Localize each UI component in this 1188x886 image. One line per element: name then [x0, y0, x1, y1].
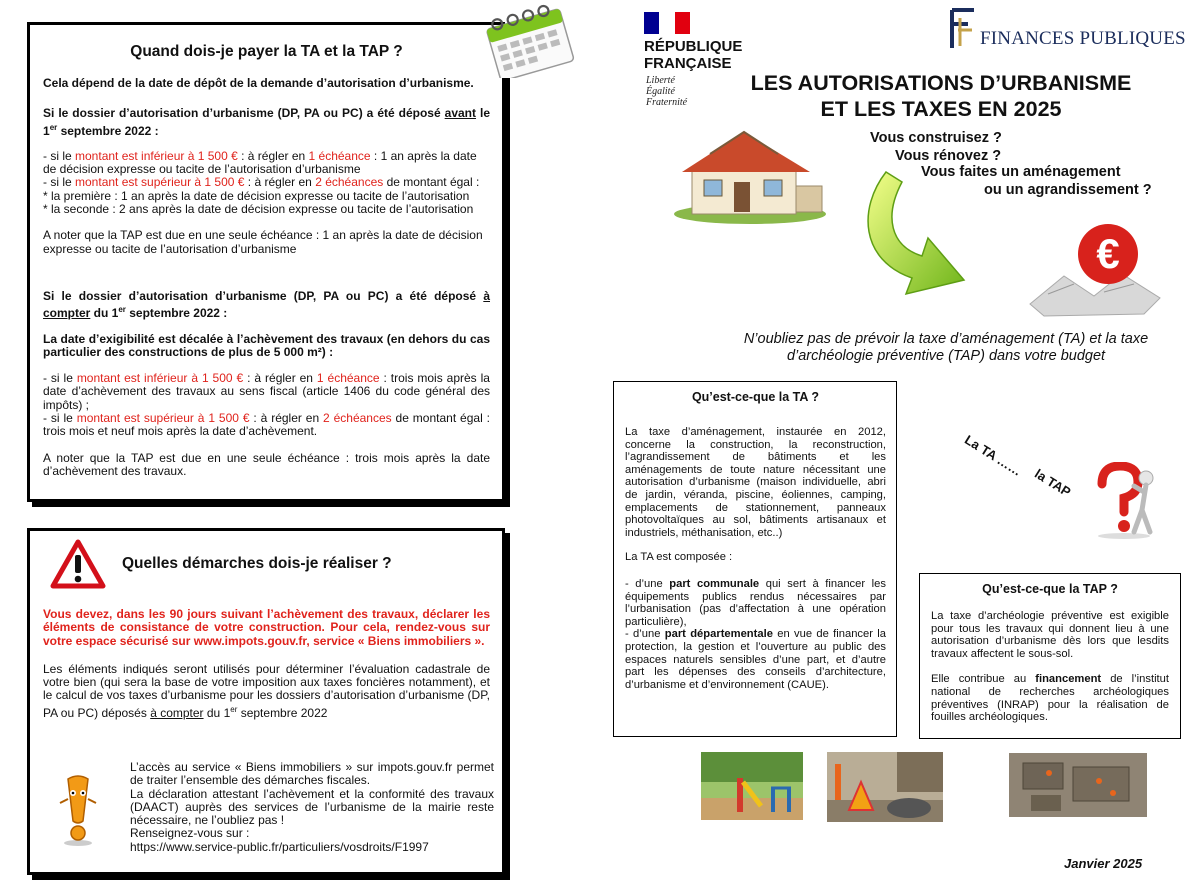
republique-francaise: RÉPUBLIQUE FRANÇAISE — [644, 38, 743, 72]
ta-label: La TA …… — [962, 432, 1025, 479]
service-access: L’accès au service « Biens immobiliers » sur impots.gouv.fr permet de traiter l’ensemble des démarches fiscales. — [130, 760, 494, 788]
before-over-1500: - si le montant est supérieur à 1 500 € : à régler en 2 échéances de montant égal : — [43, 175, 480, 190]
before-second-instalment: * la seconde : 2 ans après la date de décision expresse ou tacite de l’autorisation — [43, 202, 474, 217]
info-prompt: Renseignez-vous sur : — [130, 826, 250, 841]
before-first-instalment: * la première : 1 an après la date de décision expresse ou tacite de l’autorisation — [43, 188, 470, 203]
daact-note: La déclaration attestant l’achèvement et la conformité des travaux (DAACT) auprès des services de l’urbanisme de la mairie reste nécessaire, ne l’oubliez pas ! — [130, 786, 494, 828]
french-flag-icon — [644, 12, 690, 34]
finances-publiques-name: FINANCES PUBLIQUES — [980, 28, 1186, 49]
warning-icon — [50, 539, 106, 589]
steps-details — [130, 761, 494, 854]
payment-intro: Cela dépend de la date de dépôt de la demande d’autorisation d’urbanisme. — [43, 76, 474, 90]
ta-box — [613, 381, 897, 737]
main-title: LES AUTORISATIONS D’URBANISME ET LES TAXES EN 2025 — [750, 71, 1132, 121]
republic-motto: Liberté Égalité Fraternité — [646, 75, 688, 108]
ta-communal-part: - d’une part communale qui sert à financer les équipements publics rendus nécessaires par l’urbanisation (pas d’affectation à une opération particulière), — [625, 577, 886, 628]
after-over-1500: - si le montant est supérieur à 1 500 € : à régler en 2 échéances de montant égal : trois mois et neuf mois après la date d’achèvement. — [43, 411, 490, 439]
playground-photo — [701, 752, 803, 820]
euro-sign: € — [1096, 230, 1120, 277]
before-under-1500: - si le montant est inférieur à 1 500 € : à régler en 1 échéance : 1 an après la date de décision expresse ou tacite de l’autorisation d’urbanisme — [43, 148, 477, 177]
tap-note-before: A noter que la TAP est due en une seule échéance : 1 an après la date de décision expresse ou tacite de l’autorisation d’urbanisme — [43, 228, 483, 256]
publication-date: Janvier 2025 — [1064, 856, 1143, 871]
steps-box — [27, 528, 505, 875]
finances-publiques-logo-icon — [944, 8, 978, 50]
tap-funding: Elle contribue au financement de l’institut national de recherches archéologiques préventives (INRAP) pour la réalisation de fouilles archéologiques. — [931, 673, 1169, 724]
tap-label: la TAP — [1032, 466, 1074, 500]
budget-reminder: N’oubliez pas de prévoir la taxe d’aménagement (TA) et la taxe d’archéologie préventive (TAP) dans votre budget — [743, 331, 1149, 364]
service-public-link[interactable]: https://www.service-public.fr/particuliers/vosdroits/F1997 — [130, 839, 429, 854]
ta-composition: La TA est composée : — [625, 551, 733, 564]
section-before-2022: Si le dossier d’autorisation d’urbanisme (DP, PA ou PC) a été déposé avant le 1er septembre 2022 : — [43, 106, 491, 138]
green-arrow-icon — [846, 168, 972, 304]
ta-departmental-part: - d’une part départementale en vue de financer la protection, la gestion et l’ouverture au public des espaces naturels sensibles d’une part, et d’autre part les dépenses des conseils d’architecture, d’urbanisme et d’environnement (CAUE). — [625, 628, 886, 691]
payment-box — [27, 22, 505, 502]
roadworks-photo — [827, 752, 943, 822]
house-illustration — [670, 124, 830, 224]
calendar-icon — [476, 4, 584, 78]
section-after-2022: Si le dossier d’autorisation d’urbanisme (DP, PA ou PC) a été déposé à compter du 1er septembre 2022 : — [43, 288, 490, 321]
ta-definition: La taxe d’aménagement, instaurée en 2012, concerne la construction, la reconstruction, l’agrandissement de bâtiments et les aménagements de toute nature nécessitant une autorisation d’urbanisme (maison individuelle, abri de jardin, véranda, piscine, éoliennes, camping, emplacements de stationnement, panneaux photovoltaïques au sol, bâtiments artisanaux et industriels, méthanisation, etc..) — [625, 426, 886, 539]
tap-note-after: A noter que la TAP est due en une seule échéance : trois mois après la date d’achèvement des travaux. — [43, 450, 490, 478]
tap-box — [919, 573, 1181, 739]
question-mark-figure-icon — [1084, 462, 1164, 540]
steps-box-title: Quelles démarches dois-je réaliser ? — [122, 555, 392, 572]
exclamation-mascot-icon — [50, 775, 106, 847]
evaluation-info: Les éléments indiqués seront utilisés pour déterminer l’évaluation cadastrale de votre bien (qui sera la base de votre imposition aux taxes foncières notamment), et le calcul de vos taxes d’urbanisme pour les dossiers d’autorisation d’urbanisme (DP, PA ou PC) déposés à compter du 1er septembre 2022 — [43, 661, 490, 720]
ta-box-title: Qu’est-ce-que la TA ? — [691, 390, 820, 404]
marianne-logo — [644, 12, 724, 39]
payment-box-title: Quand dois-je payer la TA et la TAP ? — [130, 43, 403, 60]
exigibility-rule: La date d’exigibilité est décalée à l’achèvement des travaux (en dehors du cas particulier des constructions de plus de 5 000 m²) : — [43, 331, 490, 359]
broken-euro-illustration — [1024, 214, 1166, 320]
tap-definition: La taxe d’archéologie préventive est exigible pour tous les travaux qui donnent lieu à une autorisation d’urbanisme dès lors que lesdits travaux affectent le sous-sol. — [931, 610, 1169, 660]
after-under-1500: - si le montant est inférieur à 1 500 € : à régler en 1 échéance : trois mois après la date d’achèvement des travaux au sens fiscal (article 1406 du code général des impôts) ; — [43, 371, 490, 412]
declaration-alert: Vous devez, dans les 90 jours suivant l’achèvement des travaux, déclarer les éléments de consistance de votre construction. Pour cela, rendez-vous sur votre espace sécurisé sur www.impots.gouv.fr, service « Biens immobiliers ». — [43, 607, 490, 648]
excavation-photo — [1009, 753, 1147, 817]
tap-box-title: Qu’est-ce-que la TAP ? — [982, 582, 1118, 596]
